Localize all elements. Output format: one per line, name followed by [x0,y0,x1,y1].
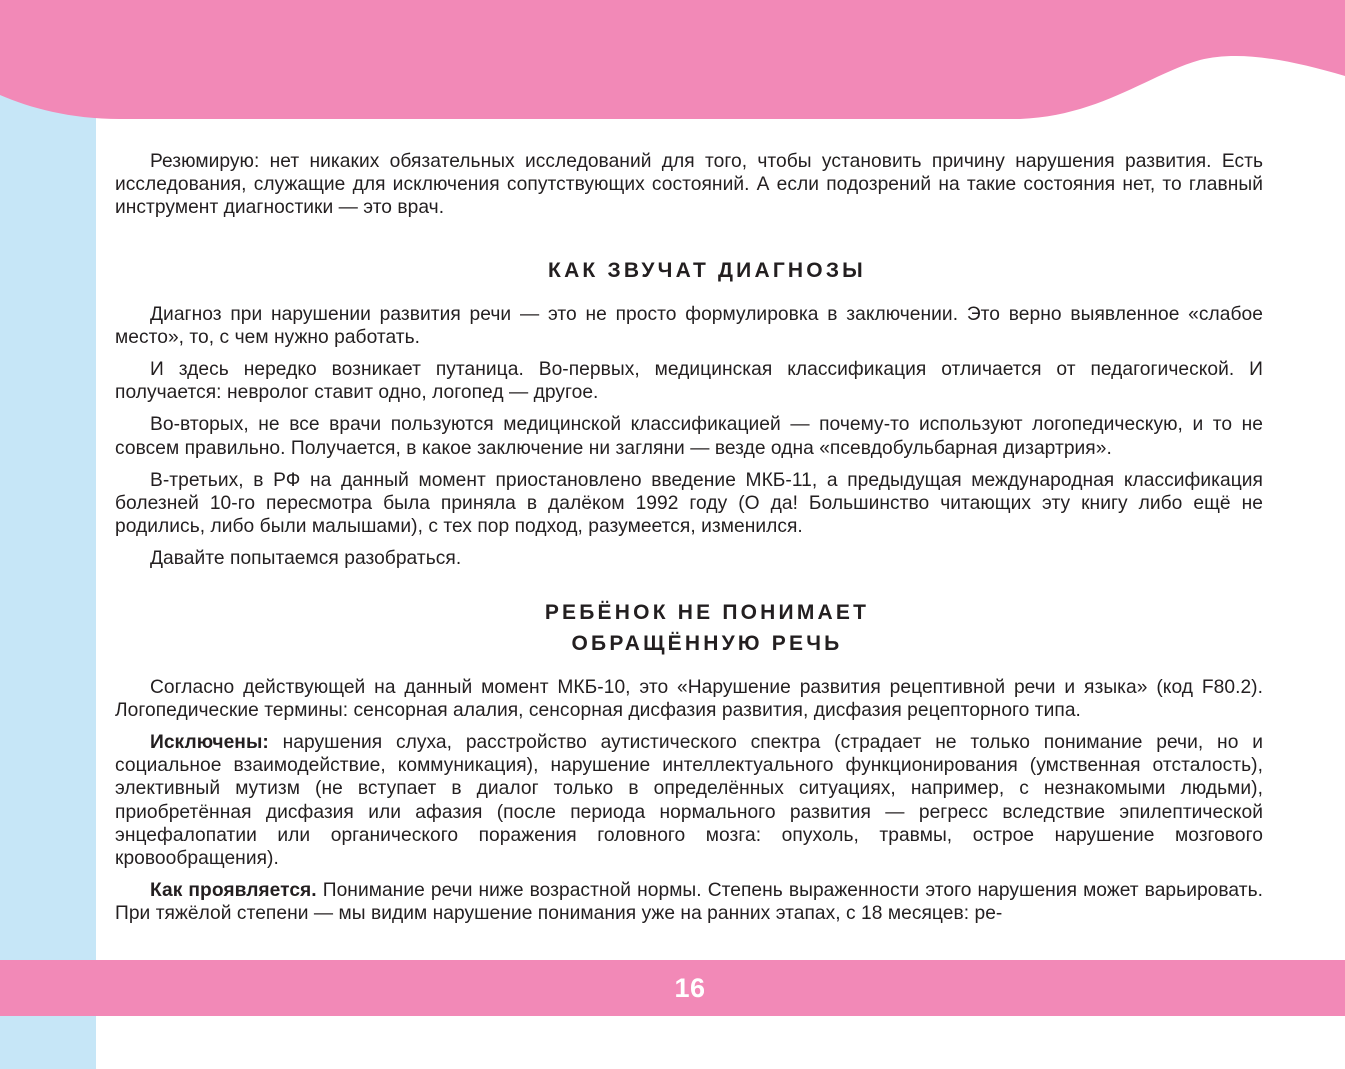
paragraph: И здесь нередко возникает путаница. Во-первых, медицинская классификация отличается от педагогической. И получается: невролог ставит одно, логопед — другое. [115,359,1263,404]
section-heading-receptive-speech [115,597,1263,659]
manifest-label: Как проявляется. [150,880,317,902]
page-content [115,150,1263,935]
excluded-paragraph [115,731,1263,870]
paragraph: Согласно действующей на данный момент МКБ-10, это «Нарушение развития рецептивной речи и языка» (код F80.2). Логопедические термины: сенсорная алалия, сенсорная дисфазия развития, дисфазия рецепторного типа. [115,676,1263,721]
top-wave-banner [0,0,1345,125]
excluded-text: нарушения слуха, расстройство аутистического спектра (страдает не только понимание речи, но и социальное взаимодействие, коммуникация), нарушение интеллектуального функционирования (умственная отсталость), элективный мутизм (не вступает в диалог только в определённых ситуациях, например, с незнакомыми людьми), приобретённая дисфазия или афазия (после периода нормального развития — регресс вследствие эпилептической энцефалопатии или органического поражения головного мозга: опухоль, травмы, острое нарушение мозгового кровообращения). [115,732,1263,870]
footer-bar [0,960,1345,1016]
manifest-paragraph [115,879,1263,925]
excluded-label: Исключены: [150,732,269,754]
paragraph: В-третьих, в РФ на данный момент приостановлено введение МКБ-11, а предыдущая международная классификация болезней 10-го пересмотра была приняла в далёком 1992 году (О да! Большинство читающих эту книгу либо ещё не родились, либо были малышами), с тех пор подход, разумеется, изменился. [115,469,1263,538]
paragraph: Диагноз при нарушении развития речи — это не просто формулировка в заключении. Это верно выявленное «слабое место», то, с чем нужно работать. [115,303,1263,348]
top-wave-shape [0,0,1345,119]
section-heading-diagnoses: КАК ЗВУЧАТ ДИАГНОЗЫ [548,258,866,282]
manifest-text: Понимание речи ниже возрастной нормы. Степень выраженности этого нарушения может варьировать. При тяжёлой степени — мы видим нарушение понимания уже на ранних этапах, с 18 месяцев: ре- [115,880,1263,925]
page-number: 16 [674,973,706,1003]
heading-line-1: РЕБЁНОК НЕ ПОНИМАЕТ [544,600,870,624]
paragraph: Во-вторых, не все врачи пользуются медицинской классификацией — почему-то используют логопедическую, и то не совсем правильно. Получается, в какое заключение ни загляни — везде одна «псевдобульбарная дизартрия». [115,414,1263,459]
paragraph: Давайте попытаемся разобраться. [150,548,462,570]
left-decorative-strip [0,0,96,1069]
intro-paragraph: Резюмирую: нет никаких обязательных исследований для того, чтобы установить причину нарушения развития. Есть исследования, служащие для исключения сопутствующих состояний. А если подозрений на такие состояния нет, то главный инструмент диагностики — это врач. [115,151,1263,219]
heading-line-2: ОБРАЩЁННУЮ РЕЧЬ [571,631,843,655]
